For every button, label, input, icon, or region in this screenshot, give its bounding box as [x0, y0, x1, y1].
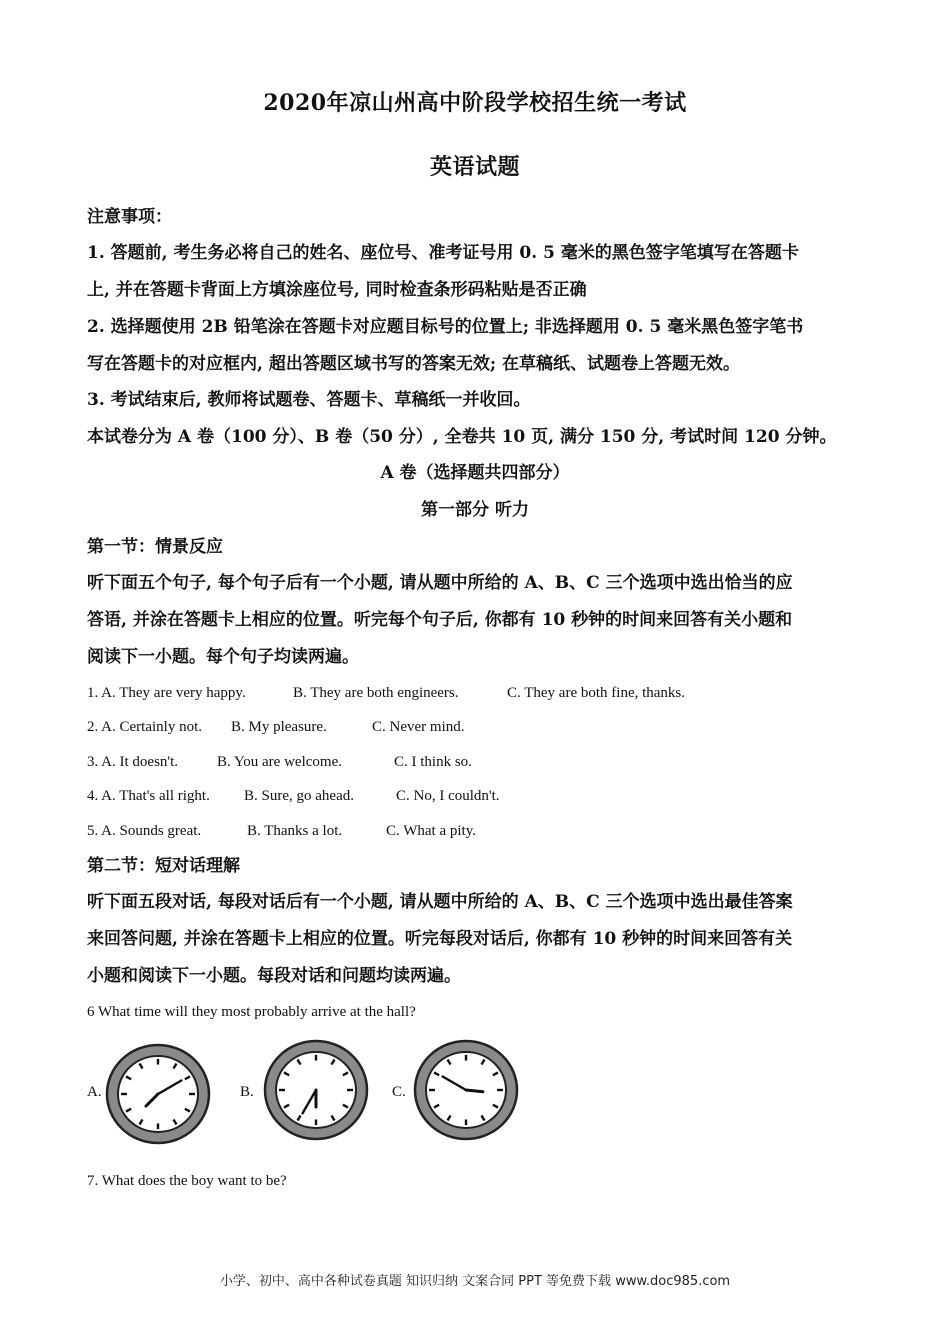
clock-option-a-label[interactable]: A.	[87, 1084, 102, 1100]
clock-option-b-label[interactable]: B.	[240, 1084, 254, 1100]
part1-title: 第一部分 听力	[421, 500, 529, 520]
clock-b-icon[interactable]	[262, 1038, 370, 1142]
clock-option-c-label[interactable]: C.	[392, 1084, 406, 1100]
option-c[interactable]: C. Never mind.	[372, 719, 465, 735]
section1-heading: 第一节：情景反应	[87, 537, 223, 557]
section1-instruction: 答语, 并涂在答题卡上相应的位置。听完每个句子后, 你都有 10 秒钟的时间来回答有关小题和	[87, 610, 793, 630]
notice-line: 2. 选择题使用 2B 铅笔涂在答题卡对应题目标号的位置上; 非选择题用 0. 5 毫米黑色签字笔书	[87, 317, 804, 337]
option-c[interactable]: C. They are both fine, thanks.	[507, 685, 686, 701]
section1-instruction: 听下面五个句子, 每个句子后有一个小题, 请从题中所给的 A、B、C 三个选项中选出恰当的应	[87, 573, 793, 593]
option-c[interactable]: C. I think so.	[394, 754, 472, 770]
option-b[interactable]: B. My pleasure.	[231, 719, 327, 735]
clock-c-icon[interactable]	[412, 1038, 520, 1142]
section2-instruction: 来回答问题, 并涂在答题卡上相应的位置。听完每段对话后, 你都有 10 秒钟的时间来回答有关	[87, 929, 793, 949]
section1-instruction: 阅读下一小题。每个句子均读两遍。	[87, 647, 359, 667]
option-b[interactable]: B. Thanks a lot.	[247, 823, 343, 839]
notice-heading: 注意事项：	[87, 207, 172, 227]
exam-title: 2020年凉山州高中阶段学校招生统一考试	[263, 90, 687, 116]
option-a[interactable]: 4. A. That's all right.	[87, 788, 210, 804]
footer-text: 小学、初中、高中各种试卷真题 知识归纳 文案合同 PPT 等免费下载 www.doc985.com	[219, 1274, 731, 1289]
option-a[interactable]: 1. A. They are very happy.	[87, 685, 246, 701]
option-c[interactable]: C. No, I couldn't.	[396, 788, 500, 804]
notice-line: 写在答题卡的对应框内, 超出答题区域书写的答案无效; 在草稿纸、试题卷上答题无效。	[87, 354, 741, 374]
question-7: 7. What does the boy want to be?	[87, 1173, 287, 1189]
section2-instruction: 小题和阅读下一小题。每段对话和问题均读两遍。	[87, 966, 461, 986]
clock-hour-hand	[466, 1090, 483, 1092]
section2-heading: 第二节：短对话理解	[87, 856, 240, 876]
option-b[interactable]: B. They are both engineers.	[293, 685, 459, 701]
option-c[interactable]: C. What a pity.	[386, 823, 476, 839]
notice-line: 本试卷分为 A 卷（100 分）、B 卷（50 分）, 全卷共 10 页, 满分 150 分, 考试时间 120 分钟。	[87, 427, 837, 447]
exam-subtitle: 英语试题	[429, 154, 520, 180]
notice-line: 1. 答题前, 考生务必将自己的姓名、座位号、准考证号用 0. 5 毫米的黑色签字笔填写在答题卡	[87, 243, 799, 263]
question-6: 6 What time will they most probably arrive at the hall?	[87, 1004, 416, 1020]
notice-line: 3. 考试结束后, 教师将试题卷、答题卡、草稿纸一并收回。	[87, 390, 531, 410]
option-b[interactable]: B. You are welcome.	[217, 754, 342, 770]
option-a[interactable]: 2. A. Certainly not.	[87, 719, 202, 735]
section2-instruction: 听下面五段对话, 每段对话后有一个小题, 请从题中所给的 A、B、C 三个选项中选出最佳答案	[87, 892, 793, 912]
clock-a-icon[interactable]	[104, 1042, 212, 1146]
option-a[interactable]: 5. A. Sounds great.	[87, 823, 202, 839]
section-a-title: A 卷（选择题共四部分）	[380, 463, 570, 483]
option-b[interactable]: B. Sure, go ahead.	[244, 788, 354, 804]
notice-line: 上, 并在答题卡背面上方填涂座位号, 同时检查条形码粘贴是否正确	[87, 280, 587, 300]
option-a[interactable]: 3. A. It doesn't.	[87, 754, 179, 770]
